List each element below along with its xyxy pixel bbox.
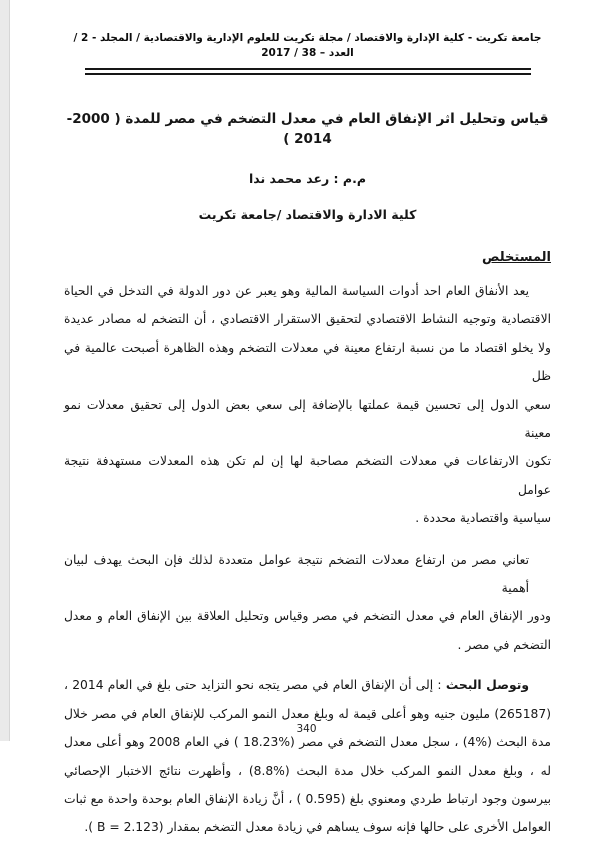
paper-title: قياس وتحليل اثر الإنفاق العام في معدل التضخم في مصر للمدة ( 2000-2014 ) [66, 111, 549, 147]
affiliation-line: كلية الادارة والاقتصاد /جامعة تكريت [198, 207, 417, 222]
text-line: العوامل الأخرى على حالها فإنه سوف يساهم في زيادة معدل التضخم بمقدار (B = 2.123 ). [84, 820, 551, 835]
text-line: تكون الارتفاعات في معدلات التضخم مصاحبة لها إن لم تكن هذه المعدلات مستهدفة نتيجة عوامل [64, 454, 551, 497]
journal-header: جامعة تكريت - كلية الإدارة والاقتصاد / مجلة تكريت للعلوم الإدارية والاقتصادية / المجلد - 2 / العدد – 38 / 2017 [73, 32, 542, 59]
text-line: سعي الدول إلى تحسين قيمة عملتها بالإضافة إلى سعي بعض الدول إلى تحقيق معدلات نمو معينة [64, 397, 551, 441]
author-line: م.م : رعد محمد ندا [249, 171, 366, 186]
findings-lead-label: وتوصل البحث [445, 678, 529, 693]
scan-edge [0, 0, 10, 741]
text-line: (265187) مليون جنيه وهو أعلى قيمة له وبلغ معدل النمو المركب للإنفاق العام في مصر خلال [64, 706, 551, 721]
page-number: 340 [296, 723, 317, 735]
text-line: ولا يخلو اقتصاد ما من نسبة ارتفاع معينة في معدلات التضخم وهذه الظاهرة أصبحت عالمية في ظل [64, 340, 551, 384]
text-line: التضخم في مصر . [457, 637, 551, 652]
text-line: سياسية واقتصادية محددة . [415, 511, 551, 526]
text-line: يعد الأنفاق العام احد أدوات السياسة المالية وهو يعبر عن دور الدولة في التدخل في الحياة [64, 284, 529, 298]
abstract-heading: المستخلص [482, 250, 551, 265]
text-line: مدة البحث (‎4%) ، سجل معدل التضخم في مصر (‎ 18.23%) في العام 2008 وهو أعلى معدل [64, 735, 551, 750]
text-line: له ، وبلغ معدل النمو المركب خلال مدة البحث (‎8.8%) ، وأظهرت نتائج الاختبار الإحصائي [64, 763, 551, 778]
abstract-paragraph-2 [64, 546, 551, 660]
page-content [64, 0, 551, 842]
findings-paragraph [64, 671, 551, 841]
findings-line-rest: : إلى أن الإنفاق العام في مصر يتجه نحو التزايد حتى بلغ في العام 2014 ، [64, 678, 446, 693]
abstract-paragraph-1 [64, 277, 551, 533]
text-line [64, 671, 551, 699]
text-line: ودور الإنفاق العام في معدل التضخم في مصر وقياس وتحليل العلاقة بين الإنفاق العام و معدل [64, 609, 551, 624]
header-divider [85, 68, 531, 75]
text-line: الاقتصادية وتوجيه النشاط الاقتصادي لتحقيق الاستقرار الاقتصادي ، أن التضخم له مصادر عديدة [64, 312, 551, 327]
text-line: تعاني مصر من ارتفاع معدلات التضخم نتيجة عوامل متعددة لذلك فإن البحث يهدف لبيان أهمية [64, 552, 529, 596]
text-line: بيرسون وجود ارتباط طردي ومعنوي بلغ (‎ 0.595) ، أنَّ زيادة الإنفاق العام بوحدة واحدة مع ثبات [64, 791, 552, 806]
